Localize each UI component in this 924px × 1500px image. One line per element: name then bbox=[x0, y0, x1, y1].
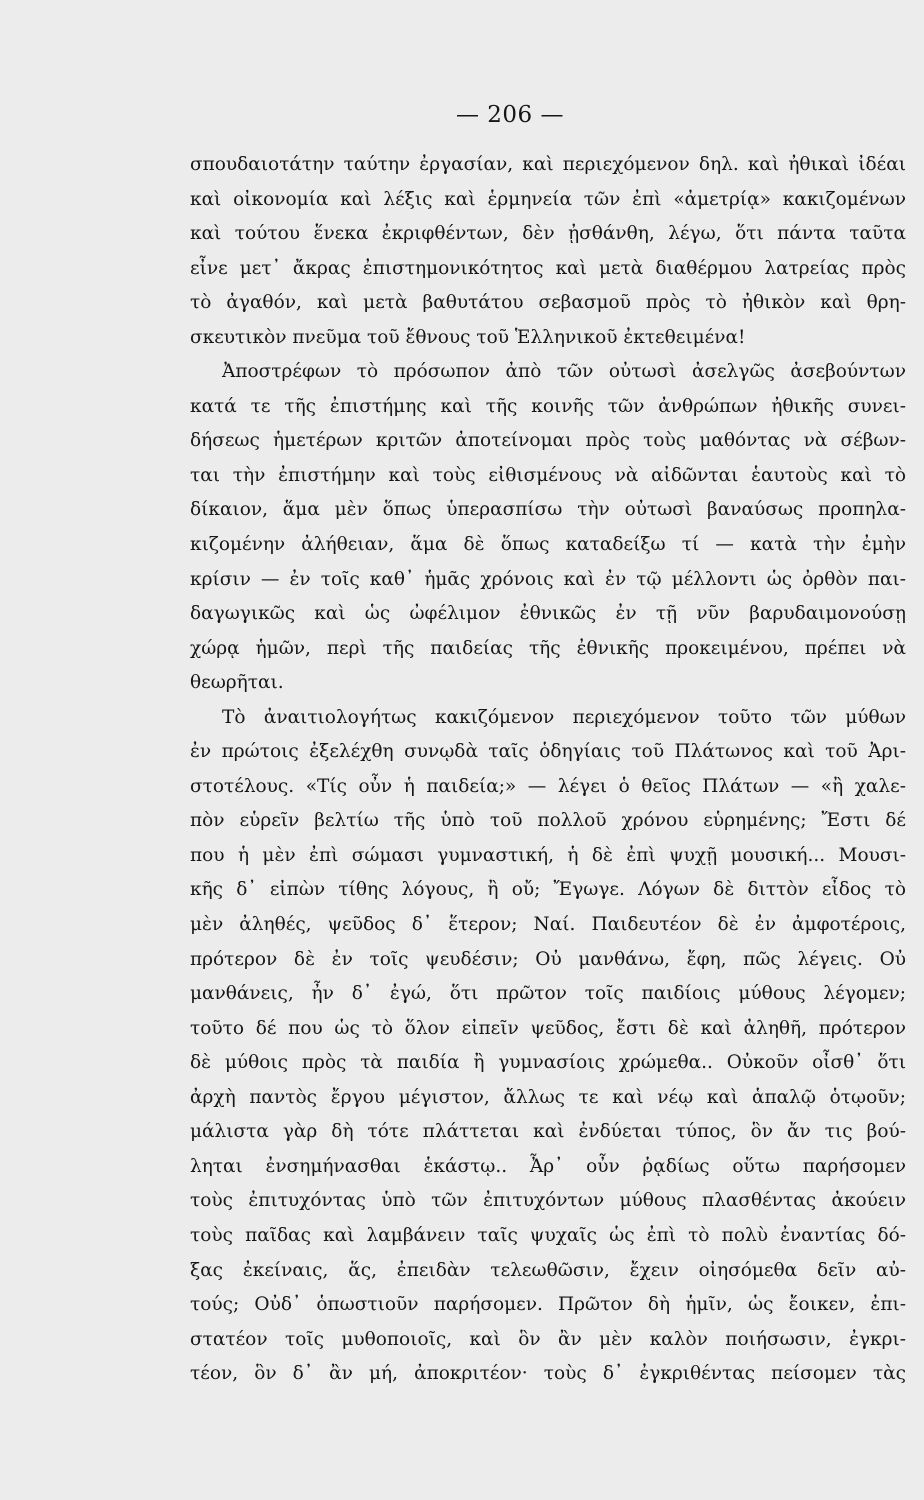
text-line: σπουδαιοτάτην ταύτην ἐργασίαν, καὶ περιεχόμενον δηλ. καὶ ἠθικαὶ ἰδέαι bbox=[190, 154, 906, 175]
text-line: στατέον τοῖς μυθοποιοῖς, καὶ ὃν ἂν μὲν καλὸν ποιήσωσιν, ἐγκρι- bbox=[190, 1328, 906, 1350]
text-line: καὶ οἰκονομία καὶ λέξις καὶ ἑρμηνεία τῶν ἐπὶ «ἀμετρίᾳ» κακιζομένων bbox=[190, 188, 906, 210]
text-line: ται τὴν ἐπιστήμην καὶ τοὺς εἰθισμένους νὰ αἰδῶνται ἑαυτοὺς καὶ τὸ bbox=[190, 464, 906, 486]
text-line: ξας ἐκείναις, ἅς, ἐπειδὰν τελεωθῶσιν, ἔχειν οἰησόμεθα δεῖν αὐ- bbox=[190, 1259, 906, 1281]
paragraph-start-line: Τὸ ἀναιτιολογήτως κακιζόμενον περιεχόμενον τοῦτο τῶν μύθων bbox=[222, 706, 906, 728]
text-line: χώρᾳ ἡμῶν, περὶ τῆς παιδείας τῆς ἐθνικῆς προκειμένου, πρέπει νὰ bbox=[190, 637, 906, 659]
text-line: μάλιστα γὰρ δὴ τότε πλάττεται καὶ ἐνδύεται τύπος, ὃν ἄν τις βού- bbox=[190, 1121, 906, 1143]
text-line: μὲν ἀληθές, ψεῦδος δ᾽ ἕτερον; Ναί. Παιδευτέον δὲ ἐν ἀμφοτέροις, bbox=[190, 914, 906, 936]
text-line: τὸ ἀγαθόν, καὶ μετὰ βαθυτάτου σεβασμοῦ πρὸς τὸ ἠθικὸν καὶ θρη- bbox=[190, 292, 906, 314]
text-line: εἶνε μετ᾽ ἄκρας ἐπιστημονικότητος καὶ μετὰ διαθέρμου λατρείας πρὸς bbox=[190, 257, 906, 279]
text-line: τοὺς ἐπιτυχόντας ὑπὸ τῶν ἐπιτυχόντων μύθους πλασθέντας ἀκούειν bbox=[190, 1190, 906, 1212]
body-text bbox=[190, 148, 906, 1392]
text-line: τοὺς παῖδας καὶ λαμβάνειν ταῖς ψυχαῖς ὡς ἐπὶ τὸ πολὺ ἐναντίας δό- bbox=[190, 1224, 906, 1246]
text-line: τούς; Οὐδ᾽ ὁπωστιοῦν παρήσομεν. Πρῶτον δὴ ἡμῖν, ὡς ἔοικεν, ἐπι- bbox=[190, 1294, 906, 1316]
text-line: δὲ μύθοις πρὸς τὰ παιδία ἢ γυμνασίοις χρώμεθα.. Οὐκοῦν οἶσθ᾽ ὅτι bbox=[190, 1052, 906, 1074]
text-line: δίκαιον, ἅμα μὲν ὅπως ὑπερασπίσω τὴν οὐτωσὶ βαναύσως προπηλα- bbox=[190, 499, 906, 521]
text-line: θεωρῆται. bbox=[190, 672, 284, 694]
text-line: κατά τε τῆς ἐπιστήμης καὶ τῆς κοινῆς τῶν ἀνθρώπων ἠθικῆς συνει- bbox=[190, 395, 906, 417]
text-line: ληται ἐνσημήνασθαι ἑκάστῳ.. Ἆρ᾽ οὖν ῥᾳδίως οὕτω παρήσομεν bbox=[190, 1155, 906, 1177]
page-number: — 206 — bbox=[455, 102, 565, 128]
text-line: κῆς δ᾽ εἰπὼν τίθης λόγους, ἢ οὔ; Ἔγωγε. Λόγων δὲ διττὸν εἶδος τὸ bbox=[190, 879, 906, 901]
text-line: δήσεως ἡμετέρων κριτῶν ἀποτείνομαι πρὸς τοὺς μαθόντας νὰ σέβων- bbox=[190, 430, 906, 452]
text-line: σκευτικὸν πνεῦμα τοῦ ἔθνους τοῦ Ἑλληνικοῦ ἐκτεθειμένα! bbox=[190, 326, 746, 348]
text-line: δαγωγικῶς καὶ ὡς ὠφέλιμον ἐθνικῶς ἐν τῇ νῦν βαρυδαιμονούσῃ bbox=[190, 603, 906, 625]
text-line: κιζομένην ἀλήθειαν, ἅμα δὲ ὅπως καταδείξω τί — κατὰ τὴν ἐμὴν bbox=[190, 534, 906, 556]
text-line: τοῦτο δέ που ὡς τὸ ὅλον εἰπεῖν ψεῦδος, ἔστι δὲ καὶ ἀληθῆ, πρότερον bbox=[190, 1017, 906, 1039]
text-line: μανθάνεις, ἦν δ᾽ ἐγώ, ὅτι πρῶτον τοῖς παιδίοις μύθους λέγομεν; bbox=[190, 983, 906, 1005]
paragraph-start-line: Ἀποστρέφων τὸ πρόσωπον ἀπὸ τῶν οὐτωσὶ ἀσελγῶς ἀσεβούντων bbox=[222, 361, 906, 383]
text-line: στοτέλους. «Τίς οὖν ἡ παιδεία;» — λέγει ὁ θεῖος Πλάτων — «ἢ χαλε- bbox=[190, 775, 906, 797]
text-line: που ἡ μὲν ἐπὶ σώμασι γυμναστική, ἡ δὲ ἐπὶ ψυχῇ μουσική... Μουσι- bbox=[190, 844, 906, 866]
text-line: τέον, ὃν δ᾽ ἂν μή, ἀποκριτέον· τοὺς δ᾽ ἐγκριθέντας πείσομεν τὰς bbox=[190, 1363, 906, 1385]
text-line: καὶ τούτου ἕνεκα ἐκριφθέντων, δὲν ᾐσθάνθη, λέγω, ὅτι πάντα ταῦτα bbox=[190, 223, 906, 245]
text-line: ἀρχὴ παντὸς ἔργου μέγιστον, ἄλλως τε καὶ νέῳ καὶ ἁπαλῷ ὁτῳοῦν; bbox=[190, 1086, 906, 1108]
text-line: πρότερον δὲ ἐν τοῖς ψευδέσιν; Οὐ μανθάνω, ἔφη, πῶς λέγεις. Οὐ bbox=[190, 948, 906, 970]
text-line: κρίσιν — ἐν τοῖς καθ᾽ ἡμᾶς χρόνοις καὶ ἐν τῷ μέλλοντι ὡς ὀρθὸν παι- bbox=[190, 568, 906, 590]
text-line: ἐν πρώτοις ἐξελέχθη συνῳδὰ ταῖς ὁδηγίαις τοῦ Πλάτωνος καὶ τοῦ Ἀρι- bbox=[190, 741, 906, 763]
text-line: πὸν εὑρεῖν βελτίω τῆς ὑπὸ τοῦ πολλοῦ χρόνου εὑρημένης; Ἔστι δέ bbox=[190, 810, 906, 832]
